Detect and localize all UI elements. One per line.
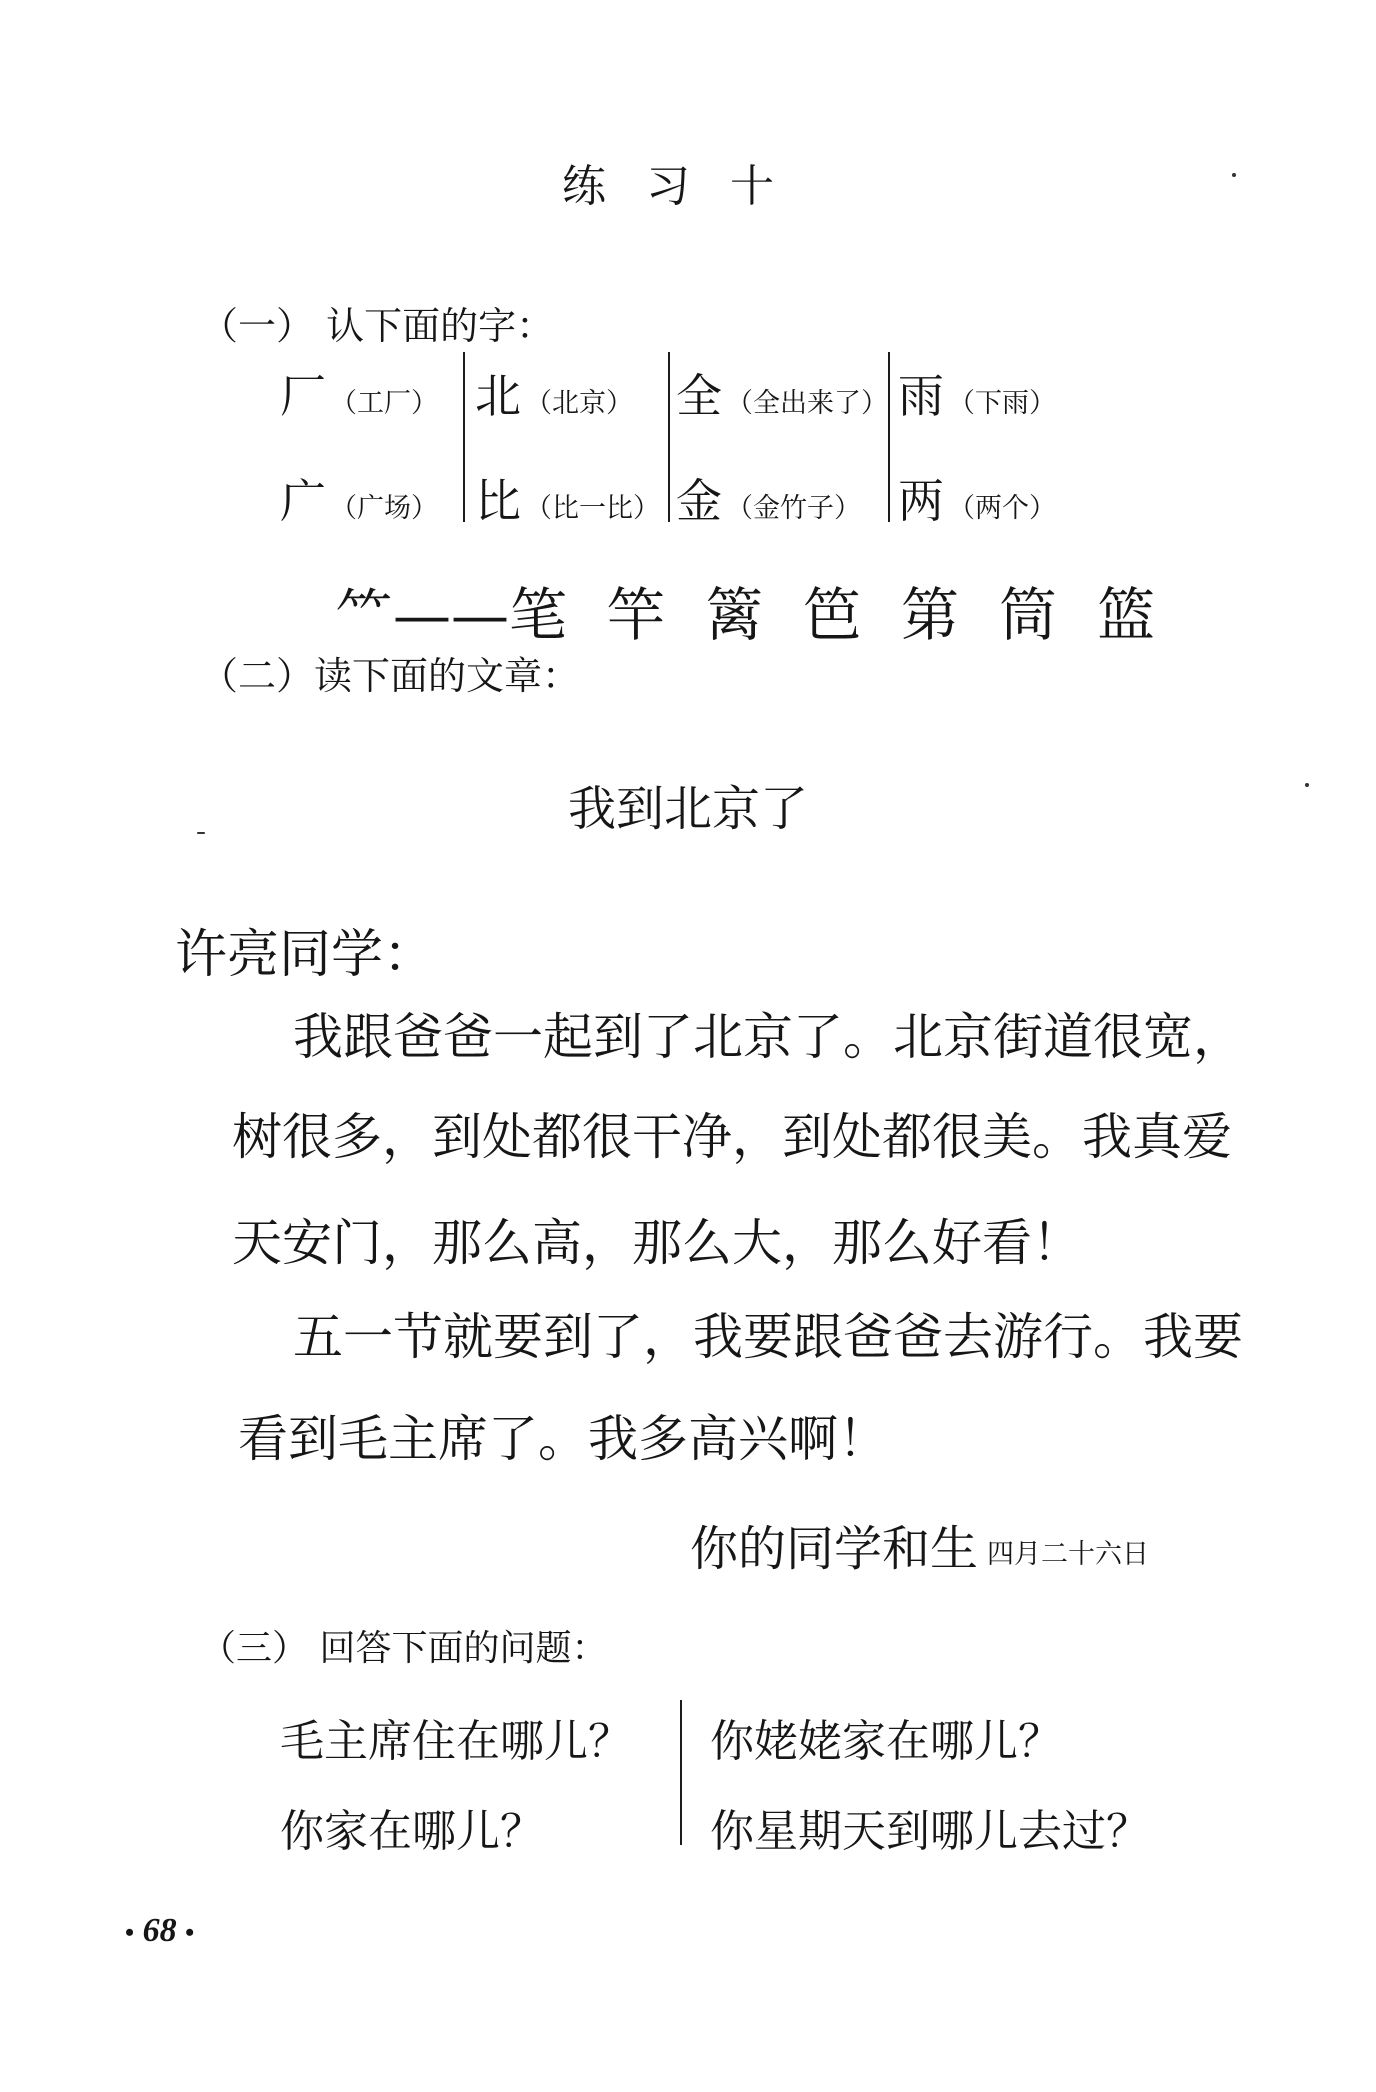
letter-line: 看到毛主席了。我多高兴啊！ [238, 1410, 888, 1468]
question: 你姥姥家在哪儿？ [710, 1716, 1062, 1767]
char: 雨 [898, 369, 944, 423]
scan-speck [197, 832, 205, 834]
char-cell [475, 465, 660, 531]
question: 你星期天到哪儿去过？ [710, 1806, 1150, 1857]
char: 广 [280, 474, 326, 528]
letter-title: 我到北京了 [567, 781, 808, 837]
char-example: （比一比） [525, 493, 660, 524]
char-cell [898, 360, 1056, 426]
scan-speck [1305, 783, 1309, 787]
section-1-heading: （一） 认下面的字： [200, 304, 555, 348]
exercise-title: 练习十 [562, 161, 814, 212]
radical: ⺮—— [335, 581, 510, 649]
letter-line: 我跟爸爸一起到了北京了。北京街道很宽， [293, 1008, 1243, 1066]
question: 毛主席住在哪儿？ [280, 1716, 632, 1767]
char: 两 [898, 474, 944, 528]
question-divider [680, 1700, 682, 1845]
section-2-heading: （二）读下面的文章： [200, 654, 581, 698]
char-example: （工厂） [330, 388, 438, 419]
char-example: （北京） [525, 388, 633, 419]
dot-icon: • [185, 1918, 195, 1948]
letter-line: 树很多，到处都很干净，到处都很美。我真爱 [232, 1108, 1232, 1166]
table-divider [668, 352, 670, 522]
char-example: （下雨） [948, 388, 1056, 419]
char-example: （全出来了） [726, 388, 888, 419]
letter-line: 天安门，那么高，那么大，那么好看！ [232, 1214, 1082, 1272]
char-cell [676, 465, 861, 531]
letter-signature: 你的同学和生 [690, 1521, 979, 1577]
question: 你家在哪儿？ [280, 1806, 544, 1857]
char-example: （两个） [948, 493, 1056, 524]
char-cell [280, 360, 438, 426]
table-divider [888, 352, 890, 522]
section-3-heading: （三） 回答下面的问题： [200, 1628, 608, 1669]
char: 全 [676, 369, 722, 423]
char-cell [475, 360, 633, 426]
page-number-value: 68 [142, 1912, 177, 1949]
char: 金 [676, 474, 722, 528]
letter-salutation: 许亮同学： [175, 925, 436, 985]
char-cell [676, 360, 888, 426]
char-cell [280, 465, 438, 531]
char: 比 [475, 474, 521, 528]
char: 北 [475, 369, 521, 423]
letter-line: 五一节就要到了，我要跟爸爸去游行。我要 [293, 1308, 1243, 1366]
radical-characters: 笔竿篱笆第筒篮 [509, 581, 1196, 649]
char-example: （广场） [330, 493, 438, 524]
char-example: （金竹子） [726, 493, 861, 524]
letter-date: 四月二十六日 [987, 1539, 1149, 1570]
page-number [125, 1912, 194, 1950]
table-divider [463, 352, 465, 522]
radical-line [335, 568, 1195, 652]
char: 厂 [280, 369, 326, 423]
scan-speck [1232, 173, 1236, 177]
char-cell [898, 465, 1056, 531]
dot-icon: • [125, 1918, 135, 1948]
